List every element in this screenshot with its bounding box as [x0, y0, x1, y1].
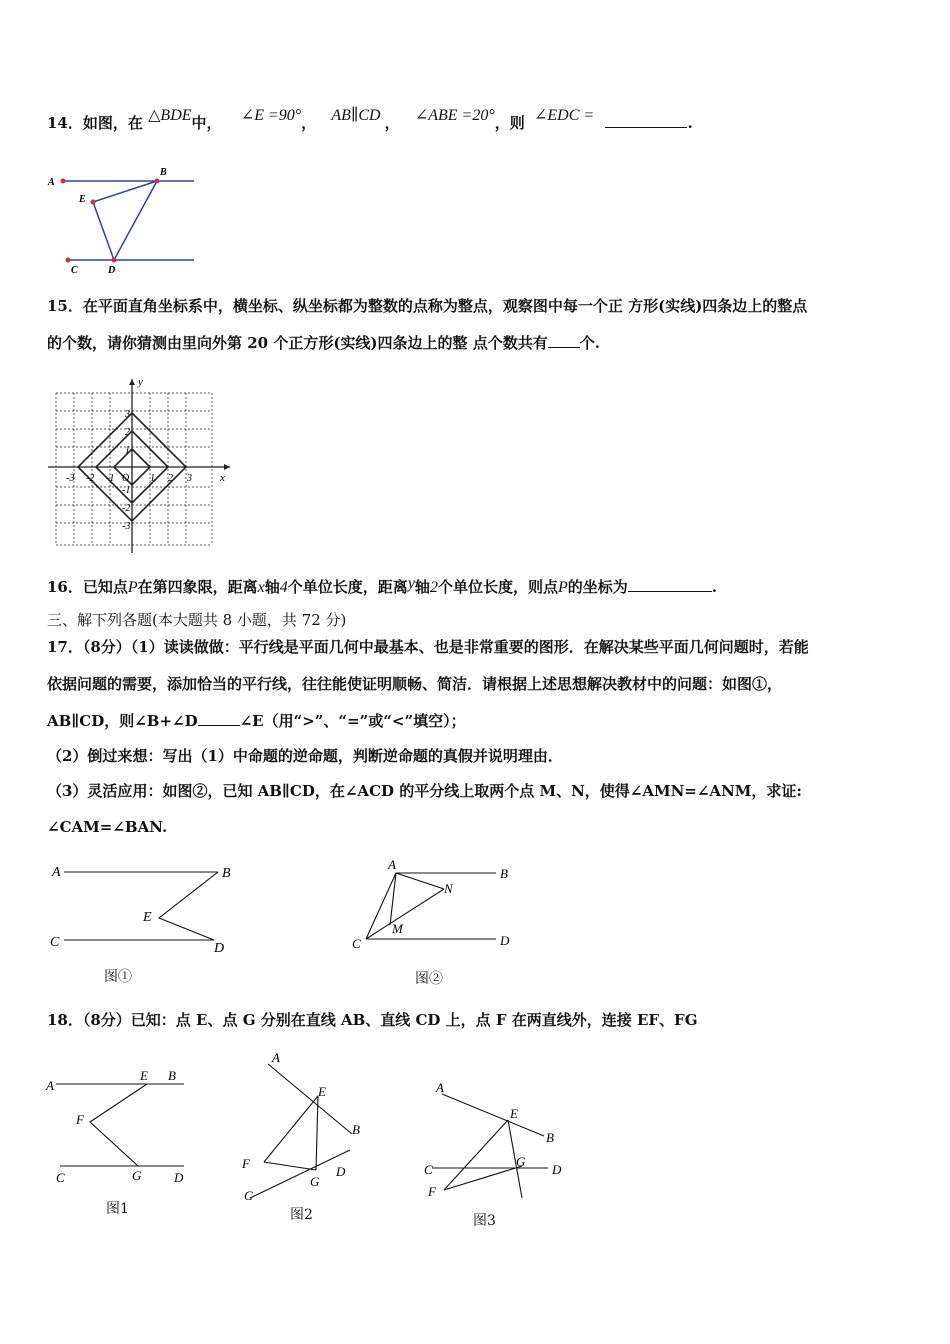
q15-y-tick: -1: [122, 485, 131, 496]
q15-y-tick: 3: [125, 409, 130, 420]
svg-text:B: B: [352, 1122, 360, 1137]
q18-figure-1: [40, 1062, 200, 1192]
svg-text:D: D: [214, 941, 225, 956]
q14-label-a: A: [48, 177, 55, 188]
q14-label-b: B: [160, 167, 167, 178]
q17-figure-2: [348, 855, 528, 955]
q15-axis-x-label: x: [220, 472, 225, 484]
q17-line3: AB∥CD，则∠B+∠D ∠E（用“>”、“=”或“<”填空）；: [47, 712, 466, 730]
q14-number: 14．: [47, 114, 83, 132]
q15-y-tick: -2: [122, 503, 131, 514]
q14-triangle: △BDE: [148, 107, 192, 124]
q14-figure: [44, 165, 204, 280]
q18-figure-2: [238, 1050, 378, 1210]
q14-answer-blank[interactable]: [605, 113, 687, 128]
q15-y-tick: 2: [125, 427, 130, 438]
q16-text: 16．已知点P在第四象限，距离x轴4个单位长度，距离y轴2个单位长度，则点P的坐标为 .: [47, 575, 717, 596]
q14-angle-edc: ∠EDC =: [534, 107, 595, 124]
q15-x-tick: -3: [66, 473, 75, 484]
q14-label-e: E: [79, 194, 86, 205]
q15-x-tick: -1: [106, 473, 115, 484]
q17-figure-1: [44, 858, 244, 958]
svg-text:G: G: [516, 1154, 526, 1169]
svg-text:D: D: [552, 1162, 562, 1177]
svg-text:D: D: [174, 1170, 184, 1185]
svg-text:A: A: [272, 1050, 280, 1065]
q15-axis-y-label: y: [138, 376, 143, 388]
svg-text:B: B: [168, 1068, 176, 1083]
svg-text:C: C: [352, 936, 361, 951]
svg-text:G: G: [310, 1174, 320, 1189]
svg-text:F: F: [242, 1156, 250, 1171]
q14-angle-abe: ∠ABE =20°: [414, 107, 495, 124]
q17-line6: ∠CAM=∠BAN.: [47, 818, 168, 836]
svg-text:B: B: [500, 866, 508, 881]
q14-text: 14．如图，在 △BDE中， ∠E =90°， AB∥CD ， ∠ABE =20°，则 ∠EDC = .: [47, 107, 693, 132]
svg-text:B: B: [546, 1130, 554, 1145]
q15-x-tick: -2: [86, 473, 95, 484]
svg-text:E: E: [143, 910, 152, 925]
q15-answer-blank[interactable]: [548, 333, 580, 348]
q18-fig1-caption: 图1: [106, 1201, 129, 1217]
svg-text:B: B: [222, 866, 231, 881]
q18-fig3-caption: 图3: [473, 1213, 496, 1229]
svg-text:A: A: [46, 1078, 54, 1093]
q14-parallel: AB∥CD: [331, 107, 381, 124]
q15-x-tick: 1: [150, 473, 155, 484]
q17-fig1-caption: 图①: [104, 969, 132, 985]
q15-coordinate-grid: [44, 373, 234, 553]
svg-text:C: C: [244, 1188, 253, 1203]
q15-origin-label: O: [122, 473, 130, 484]
svg-text:A: A: [388, 857, 396, 872]
svg-text:F: F: [76, 1112, 84, 1127]
q14-triangle-bde: [93, 181, 157, 260]
q18-line1: 18．（8分）已知：点 E、点 G 分别在直线 AB、直线 CD 上，点 F 在两直线外，连接 EF、FG: [47, 1011, 698, 1029]
svg-text:C: C: [50, 935, 60, 950]
svg-text:G: G: [132, 1168, 142, 1183]
svg-text:C: C: [56, 1170, 65, 1185]
q17-answer-blank[interactable]: [198, 711, 240, 726]
q16-answer-blank[interactable]: [628, 577, 712, 592]
q18-fig2-caption: 图2: [290, 1207, 313, 1223]
svg-text:E: E: [318, 1084, 326, 1099]
svg-text:N: N: [444, 881, 453, 896]
svg-text:D: D: [336, 1164, 346, 1179]
q17-line2: 依据问题的需要，添加恰当的平行线，往往能使证明顺畅、简洁．请根据上述思想解决教材中的问题：如图①，: [47, 675, 783, 693]
svg-text:E: E: [510, 1106, 518, 1121]
q17-line5: （3）灵活应用：如图②，已知 AB∥CD，在∠ACD 的平分线上取两个点 M、N，使得∠AMN=∠ANM，求证:: [47, 782, 802, 800]
q15-y-tick: 1: [125, 445, 130, 456]
svg-text:F: F: [428, 1184, 436, 1199]
q15-x-tick: 3: [187, 473, 192, 484]
svg-text:C: C: [424, 1162, 433, 1177]
section-3-heading: 三、解下列各题(本大题共 8 小题，共 72 分): [47, 611, 347, 629]
q14-angle-e: ∠E =90°: [240, 107, 302, 124]
q15-line2: 的个数，请你猜测由里向外第 20 个正方形(实线)四条边上的整 点个数共有 个.: [47, 334, 600, 352]
svg-text:A: A: [436, 1080, 444, 1095]
q15-line1: 15．在平面直角坐标系中，横坐标、纵坐标都为整数的点称为整点，观察图中每一个正 方形(实线)四条边上的整点: [47, 297, 808, 315]
svg-text:M: M: [392, 921, 403, 936]
svg-text:A: A: [52, 865, 61, 880]
q14-label-d: D: [108, 265, 116, 276]
q17-line4: （2）倒过来想：写出（1）中命题的逆命题，判断逆命题的真假并说明理由．: [47, 747, 563, 765]
q14-label-c: C: [71, 265, 78, 276]
q17-line1: 17．（8分）（1）读读做做：平行线是平面几何中最基本、也是非常重要的图形．在解决某些平面几何问题时，若能: [47, 638, 809, 656]
svg-text:E: E: [140, 1068, 148, 1083]
q15-x-tick: 2: [168, 473, 173, 484]
q15-y-tick: -3: [122, 521, 131, 532]
q17-fig2-caption: 图②: [415, 971, 443, 987]
q18-figure-3: [418, 1078, 578, 1208]
svg-text:D: D: [500, 933, 510, 948]
